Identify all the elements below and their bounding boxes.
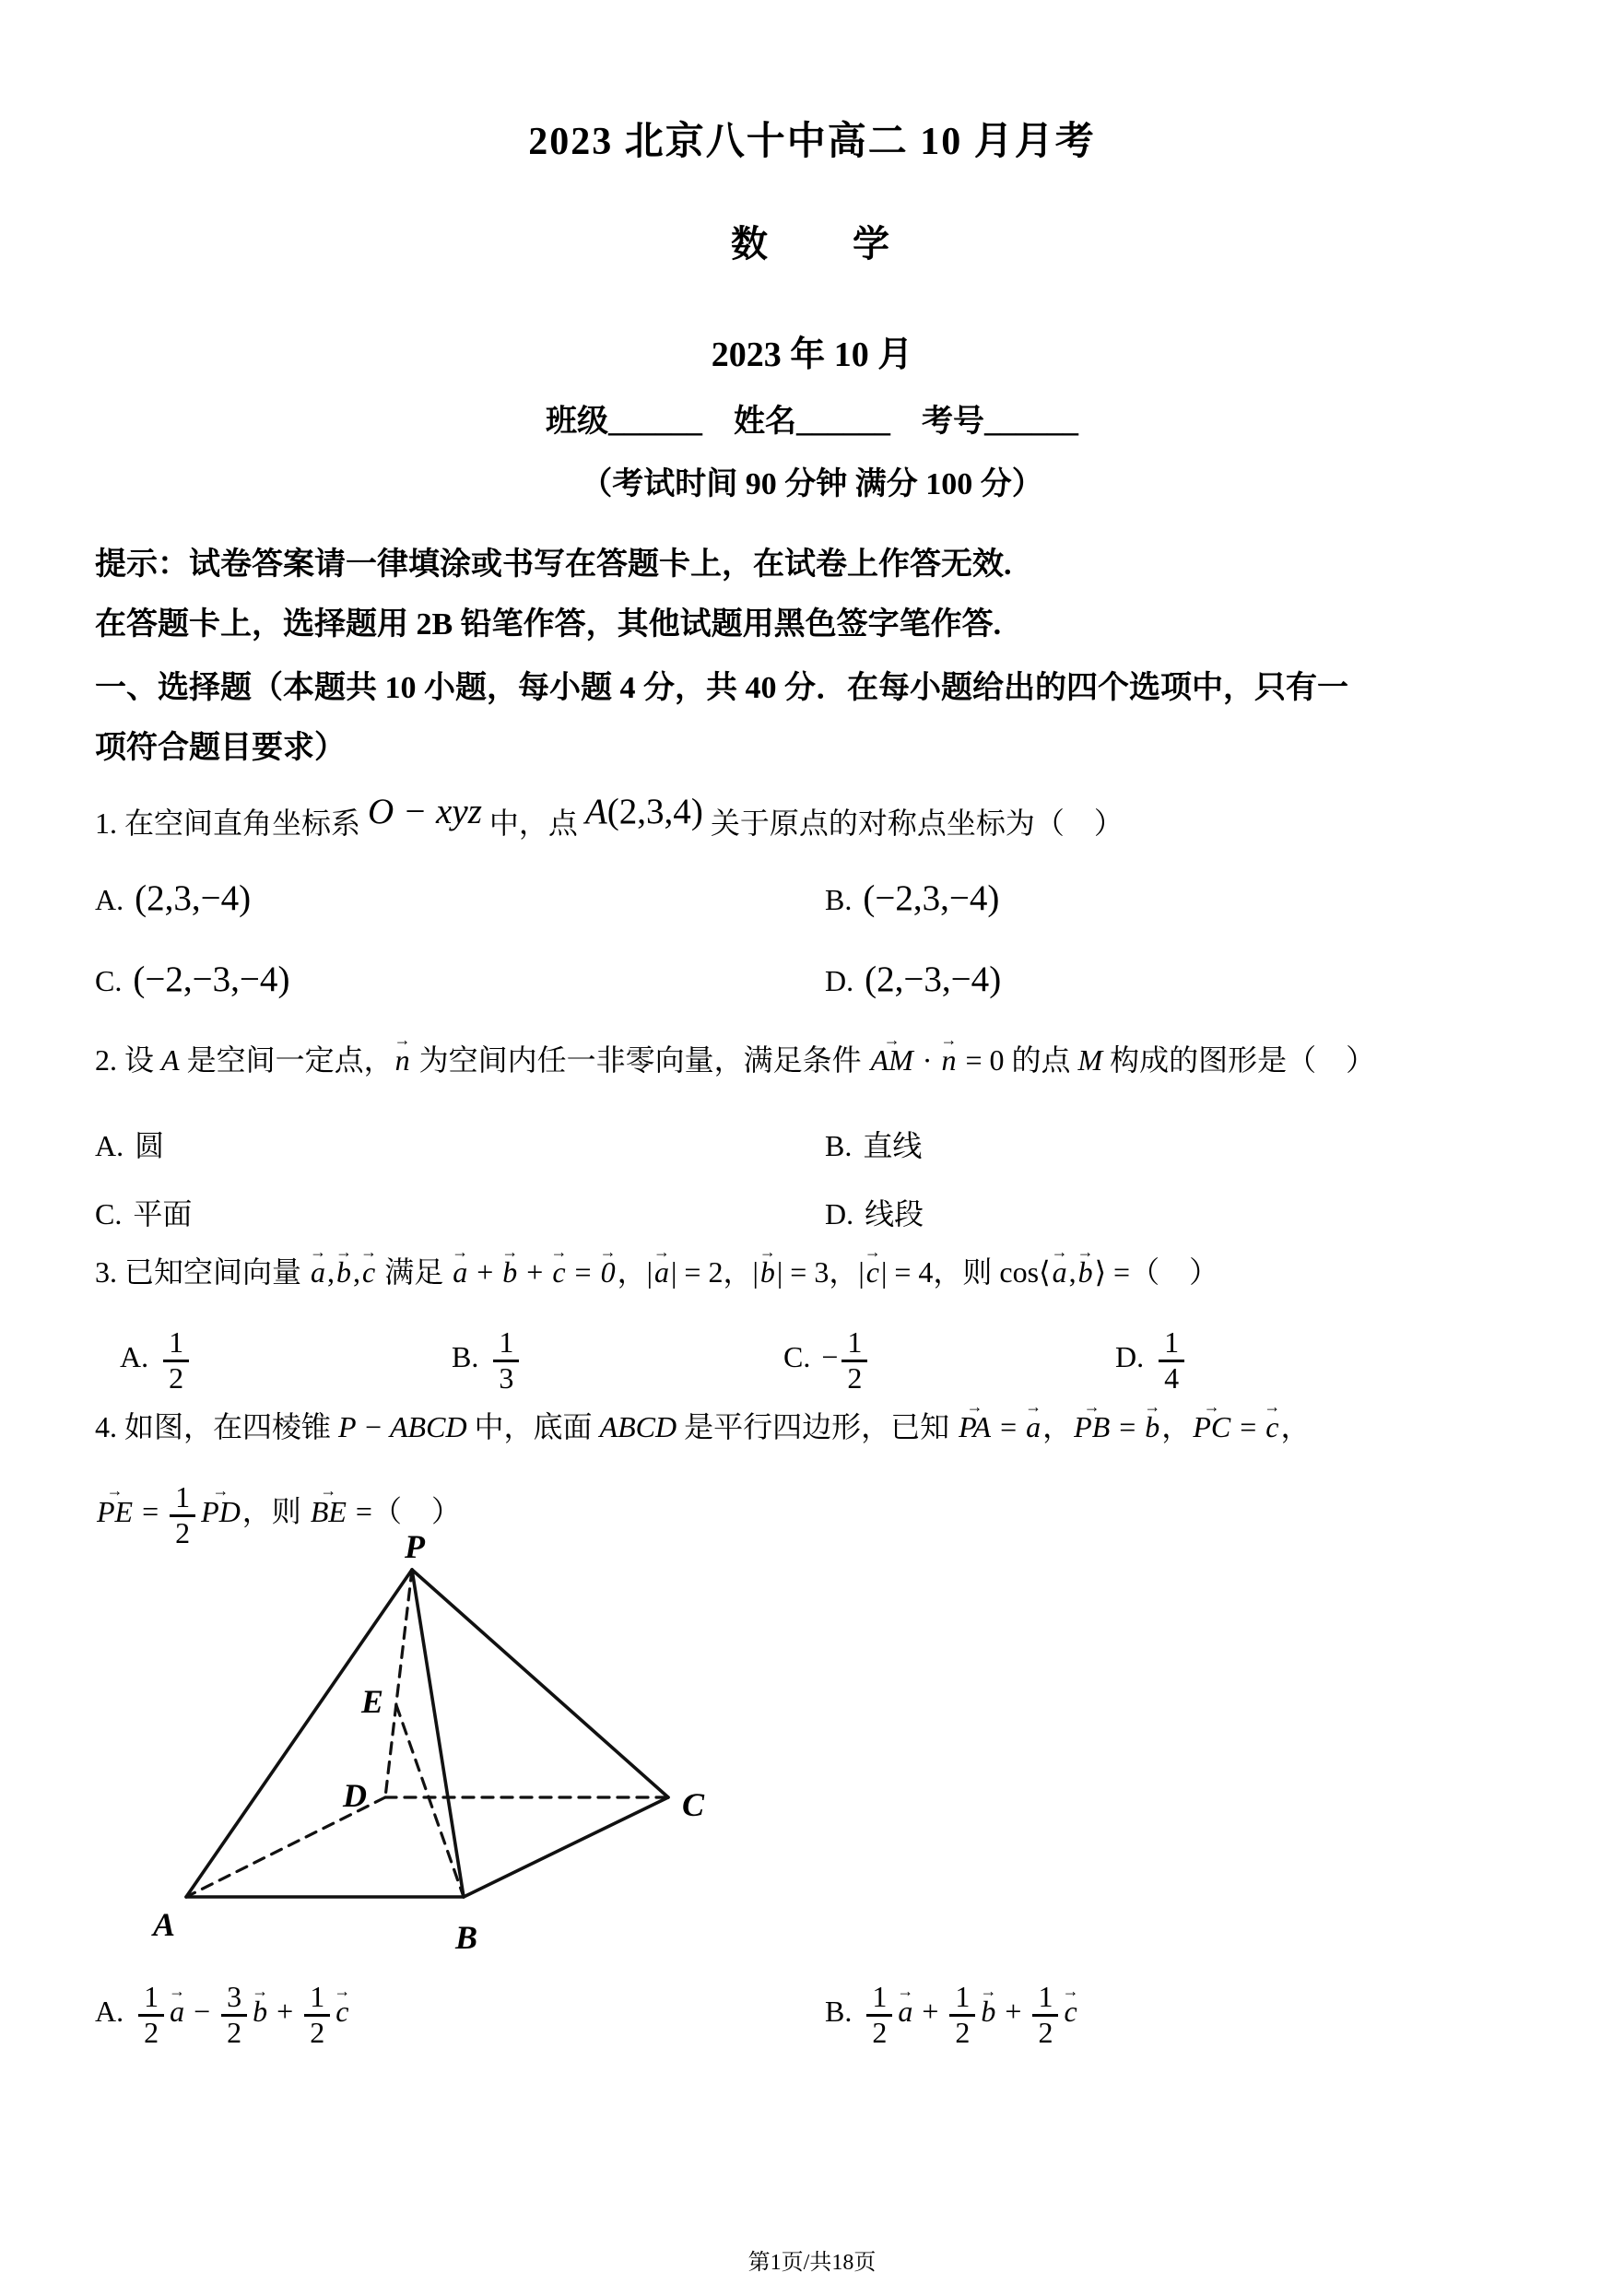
pyramid-figure — [129, 1532, 756, 1970]
fraction — [163, 1327, 189, 1394]
text-run: P − ABCD — [338, 1410, 467, 1443]
vector-n: → n — [394, 1042, 412, 1078]
option-label: A. — [95, 1994, 124, 2028]
vertex-label-C: C — [682, 1786, 705, 1823]
text-run: 关于原点的对称点坐标为（ ） — [702, 807, 1124, 840]
text-run: A — [161, 1043, 180, 1077]
text-run: 直线 — [863, 1129, 923, 1162]
question-2-option-c — [95, 1191, 825, 1233]
tip-line-1: 提示：试卷答案请一律填涂或书写在答题卡上，在试卷上作答无效. — [95, 548, 1012, 582]
fraction-numerator: 3 — [221, 1982, 247, 2017]
question-3-options-row — [120, 1327, 1558, 1394]
subject-title: 数 学 — [731, 223, 893, 265]
edge-P-C — [412, 1570, 668, 1797]
text-run: , — [353, 1255, 361, 1289]
vector-c: → c — [360, 1254, 377, 1290]
question-2-stem — [95, 1042, 1375, 1078]
text-run: ， — [829, 1255, 859, 1289]
option-label: D. — [825, 1197, 854, 1230]
vector-c: → c — [550, 1254, 567, 1290]
fraction-numerator: 1 — [304, 1982, 330, 2017]
question-1-option-a — [95, 877, 825, 919]
option-label: A. — [95, 883, 124, 916]
vector-b: → b — [251, 1995, 269, 2029]
fraction-numerator: 1 — [138, 1982, 164, 2017]
vector-a: → a — [309, 1254, 327, 1290]
text-run: (2,3,4) — [606, 792, 703, 831]
fraction-denominator: 2 — [175, 1515, 191, 1549]
question-2-option-b — [825, 1123, 1533, 1165]
text-run: (2,−3,−4) — [865, 960, 1002, 999]
question-1-option-d — [825, 959, 1533, 1000]
text-run: = 0 — [958, 1043, 1005, 1077]
vector-PC: → PC — [1191, 1408, 1232, 1445]
option-label: C. — [783, 1339, 811, 1373]
vector-0: → 0 — [599, 1254, 618, 1290]
text-run: 的点 — [1004, 1043, 1078, 1077]
option-label: A. — [95, 1129, 124, 1162]
section-title-line-1: 一、选择题（本题共 10 小题，每小题 4 分，共 40 分．在每小题给出的四个选项中，只有一 — [95, 671, 1348, 705]
fraction-numerator: 1 — [163, 1327, 189, 1362]
question-4-options-row — [95, 1982, 1533, 2048]
vector-a: → a — [1024, 1408, 1042, 1445]
question-1-stem — [95, 792, 1124, 845]
text-run: 中，底面 — [466, 1410, 600, 1443]
text-run: (−2,3,−4) — [863, 878, 1000, 918]
vector-a: → a — [896, 1995, 914, 2029]
text-run: 中，点 — [481, 807, 585, 840]
option-value — [865, 1197, 924, 1230]
fraction-numerator: 1 — [841, 1327, 867, 1362]
vertex-label-B: B — [454, 1919, 478, 1956]
text-run: 为空间内任一非零向量，满足条件 — [411, 1043, 869, 1077]
option-value — [133, 960, 290, 999]
vector-b: → b — [759, 1254, 777, 1290]
vector-b: → b — [1143, 1408, 1161, 1445]
fraction-denominator: 2 — [955, 2015, 971, 2049]
exam-info-line: （考试时间 90 分钟 满分 100 分） — [581, 467, 1043, 501]
text-run: + — [914, 1994, 947, 2028]
edge-P-A — [186, 1570, 412, 1897]
question-3-option-b — [452, 1327, 783, 1394]
fraction-denominator: 2 — [169, 1360, 184, 1395]
text-run: 满足 — [377, 1255, 452, 1289]
question-4-option-a — [95, 1982, 825, 2048]
vector-b: → b — [979, 1995, 997, 2029]
vector-PE: → PE — [95, 1493, 135, 1530]
fraction-denominator: 2 — [847, 1360, 863, 1395]
vertex-label-P: P — [405, 1532, 425, 1565]
vector-a: → a — [653, 1254, 671, 1290]
fraction — [841, 1327, 867, 1394]
text-run: = — [1112, 1410, 1144, 1443]
text-run: = — [993, 1410, 1025, 1443]
text-run: ⟩ =（ ） — [1094, 1255, 1219, 1289]
fraction-numerator: 1 — [493, 1327, 519, 1362]
option-value — [863, 1129, 922, 1162]
text-run: 是平行四边形，已知 — [677, 1410, 958, 1443]
text-run: =（ ） — [347, 1494, 461, 1528]
text-run: (−2,−3,−4) — [133, 960, 290, 999]
footer-page-number: 第1页/共18页 — [747, 2251, 877, 2275]
text-run: ， — [1042, 1410, 1073, 1443]
vector-b: → b — [1077, 1254, 1095, 1290]
option-value — [1155, 1325, 1188, 1395]
fraction-numerator: 1 — [1159, 1327, 1184, 1362]
fraction-numerator: 1 — [170, 1482, 195, 1517]
text-run: = — [567, 1255, 599, 1289]
text-run: 3. 已知空间向量 — [95, 1255, 310, 1289]
option-value — [489, 1325, 523, 1395]
text-run: ， — [1161, 1410, 1192, 1443]
question-2-options-row-2 — [95, 1191, 1533, 1233]
option-label: D. — [825, 964, 854, 997]
text-run: ， — [617, 1255, 647, 1289]
option-value — [135, 1129, 164, 1162]
edge-B-C — [464, 1797, 668, 1897]
vector-AM: → AM — [869, 1042, 915, 1078]
text-run: 2. 设 — [95, 1043, 162, 1077]
text-run: , — [1068, 1255, 1077, 1289]
vector-a: → a — [451, 1254, 469, 1290]
fraction-denominator: 2 — [1038, 2015, 1053, 2049]
text-run: 是空间一定点， — [179, 1043, 394, 1077]
vector-BE: → BE — [309, 1493, 348, 1530]
text-run: ， — [723, 1255, 753, 1289]
fraction — [304, 1982, 330, 2048]
question-3-stem — [95, 1254, 1218, 1290]
text-run: = — [135, 1494, 167, 1528]
text-run: − — [186, 1994, 218, 2028]
question-1-options-row-1 — [95, 877, 1533, 919]
option-value — [133, 1197, 192, 1230]
text-run: 1. 在空间直角坐标系 — [95, 807, 369, 840]
fraction-numerator: 1 — [866, 1982, 892, 2017]
text-run: | = 2 — [671, 1255, 724, 1289]
option-label: B. — [825, 1994, 853, 2028]
option-label: C. — [95, 964, 123, 997]
option-value — [159, 1325, 193, 1395]
fraction-numerator: 1 — [949, 1982, 975, 2017]
vector-c: → c — [1062, 1995, 1078, 2029]
text-run: + — [269, 1994, 301, 2028]
option-value — [863, 878, 1000, 918]
fraction — [949, 1982, 975, 2048]
option-label: C. — [95, 1197, 123, 1230]
section-title-line-2: 项符合题目要求） — [95, 731, 346, 765]
text-run: 圆 — [135, 1129, 165, 1162]
text-run: = — [1232, 1410, 1265, 1443]
fraction — [866, 1982, 892, 2048]
fraction-denominator: 3 — [499, 1360, 514, 1395]
fraction — [221, 1982, 247, 2048]
vector-PD: → PD — [199, 1493, 242, 1530]
text-run: | = 3 — [776, 1255, 830, 1289]
tip-line-2: 在答题卡上，选择题用 2B 铅笔作答，其他试题用黑色签字笔作答. — [95, 607, 1002, 642]
text-run: 4. 如图，在四棱锥 — [95, 1410, 339, 1443]
question-1-options-row-2 — [95, 959, 1533, 1000]
question-4-option-b — [825, 1982, 1533, 2048]
text-run: · — [914, 1043, 940, 1077]
vector-PB: → PB — [1072, 1408, 1112, 1445]
fraction — [493, 1327, 519, 1394]
fraction-denominator: 2 — [227, 2015, 242, 2049]
text-run: + — [519, 1255, 551, 1289]
fraction — [1032, 1982, 1058, 2048]
vector-b: → b — [335, 1254, 353, 1290]
text-run: | — [858, 1255, 865, 1289]
vector-PA: → PA — [957, 1408, 993, 1445]
vertex-label-E: E — [360, 1683, 383, 1720]
text-run: , — [327, 1255, 335, 1289]
fraction — [1159, 1327, 1184, 1394]
option-value — [135, 1980, 350, 2049]
vertex-label-A: A — [152, 1906, 176, 1943]
option-value — [135, 878, 252, 918]
text-run: ，则 — [241, 1494, 309, 1528]
question-2-options-row-1 — [95, 1123, 1533, 1165]
vector-a: → a — [1051, 1254, 1069, 1290]
vector-n: → n — [939, 1042, 958, 1078]
text-run: (2,3,−4) — [135, 878, 252, 918]
option-label: A. — [120, 1339, 149, 1373]
fraction-numerator: 1 — [1032, 1982, 1058, 2017]
pyramid-figure-svg — [129, 1532, 756, 1970]
text-run: | — [646, 1255, 653, 1289]
fraction-denominator: 2 — [310, 2015, 325, 2049]
option-label: D. — [1115, 1339, 1145, 1373]
question-2-option-a — [95, 1123, 825, 1165]
fraction-denominator: 2 — [872, 2015, 888, 2049]
vector-c: → c — [1264, 1408, 1280, 1445]
text-run: M — [1077, 1043, 1103, 1077]
text-run: | = 4 — [880, 1255, 934, 1289]
option-value — [821, 1325, 871, 1395]
text-run: cos⟨ — [999, 1255, 1051, 1289]
edge-E-B — [396, 1705, 464, 1897]
fraction — [138, 1982, 164, 2048]
text-run: 构成的图形是（ ） — [1102, 1043, 1376, 1077]
text-run: ABCD — [599, 1410, 677, 1443]
text-run: ，则 — [933, 1255, 1000, 1289]
text-run: ， — [1280, 1410, 1311, 1443]
text-run: O − xyz — [368, 792, 482, 831]
text-run: + — [997, 1994, 1030, 2028]
vertex-label-D: D — [343, 1777, 367, 1814]
page-title: 2023 北京八十中高二 10 月月考 — [528, 121, 1096, 163]
question-2-option-d — [825, 1191, 1533, 1233]
question-4-stem-line-1 — [95, 1408, 1310, 1445]
text-run: − — [821, 1339, 839, 1373]
question-1-option-c — [95, 959, 825, 1000]
question-3-option-c — [783, 1327, 1115, 1394]
question-3-option-d — [1115, 1327, 1558, 1394]
text-run: 平面 — [133, 1197, 193, 1230]
text-run: A — [584, 792, 607, 831]
text-run: | — [752, 1255, 759, 1289]
vector-c: → c — [865, 1254, 881, 1290]
option-value — [865, 960, 1002, 999]
text-run: + — [469, 1255, 501, 1289]
vector-b: → b — [500, 1254, 519, 1290]
question-3-option-a — [120, 1327, 452, 1394]
text-run: 线段 — [865, 1197, 924, 1230]
student-info-line: 班级______ 姓名______ 考号______ — [546, 405, 1078, 439]
option-value — [863, 1980, 1078, 2049]
option-label: B. — [825, 1129, 853, 1162]
option-label: B. — [825, 883, 853, 916]
fraction-denominator: 4 — [1164, 1360, 1180, 1395]
vector-a: → a — [168, 1995, 186, 2029]
question-1-option-b — [825, 877, 1533, 919]
fraction-denominator: 2 — [144, 2015, 159, 2049]
option-label: B. — [452, 1339, 479, 1373]
edge-P-B — [412, 1570, 464, 1897]
vector-c: → c — [334, 1995, 350, 2029]
exam-date: 2023 年 10 月 — [711, 336, 913, 374]
